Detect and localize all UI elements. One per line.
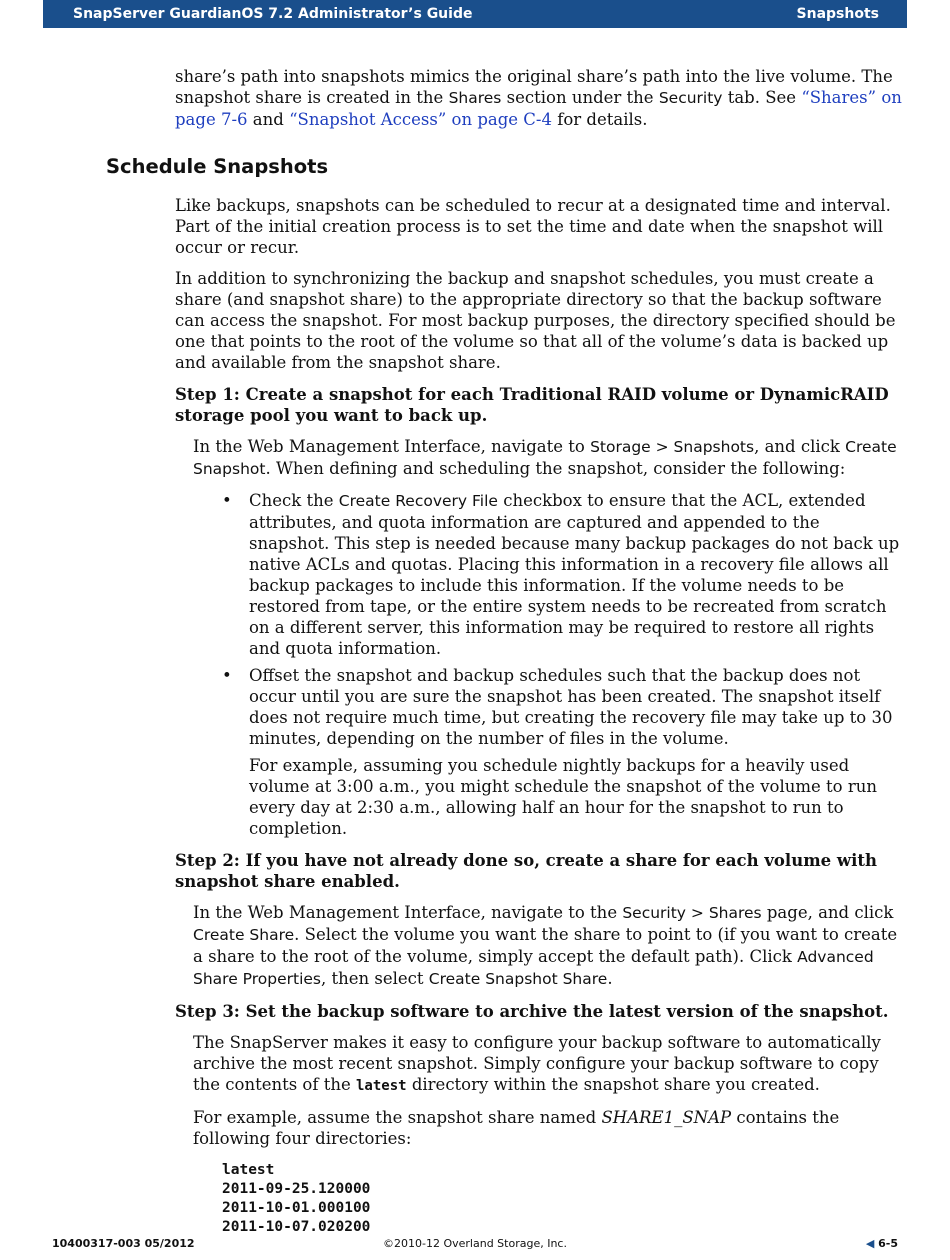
directory-item: 2011-10-07.020200 — [222, 1219, 371, 1235]
bullet-recovery-file: • Check the Create Recovery File checkbox to ensure that the ACL, extended attributes, and quota information are captured and appended to the snapshot. This step is needed because many backup packages do not back up native ACLs and quotas. Placing this information in a recovery file allows all backup packages to include this information. If the volume needs to be restored from tape, or the entire system needs to be recreated from scratch on a different server, this information may be required to restore all rights and quota information. — [222, 491, 900, 658]
page-number: 6-5 — [878, 1237, 898, 1250]
link-snapshot-access[interactable]: “Snapshot Access” on page C-4 — [289, 110, 552, 129]
ui-create-recovery-file: Create Recovery File — [338, 492, 498, 510]
intro-paragraph: share’s path into snapshots mimics the original share’s path into the live volume. The snapshot share is created in the Shares section under the Security tab. See “Shares” on page 7-6 and “Snapshot Access” on page C-4 for details. — [175, 67, 902, 129]
step-3-body: The SnapServer makes it easy to configure your backup software to automatically archive the most recent snapshot. Simply configure your backup software to copy the contents of the latest directory within the snapshot share you created. — [193, 1033, 881, 1094]
step-1-body: In the Web Management Interface, navigate to Storage > Snapshots, and click Create Snapshot. When defining and scheduling the snapshot, consider the following: — [193, 437, 897, 478]
page-header — [43, 0, 907, 28]
bullet-dot: • — [222, 666, 232, 685]
directory-item: latest — [222, 1162, 275, 1178]
ui-security: Security — [658, 89, 723, 107]
page-footer — [0, 1237, 950, 1255]
section-heading: Schedule Snapshots — [106, 155, 329, 178]
code-latest: latest — [356, 1078, 407, 1094]
prev-page-arrow-icon[interactable]: ◀ — [865, 1237, 875, 1250]
link-shares[interactable]: “Shares” on page 7-6 — [175, 88, 902, 129]
step-3-example: For example, assume the snapshot share named SHARE1_SNAP contains the following four directories: — [193, 1108, 840, 1148]
bullet-dot: • — [222, 491, 232, 510]
guide-title: SnapServer GuardianOS 7.2 Administrator’s Guide — [73, 6, 473, 22]
ui-create-snapshot: Create Snapshot — [193, 438, 897, 478]
step-3-heading: Step 3: Set the backup software to archive the latest version of the snapshot. — [175, 1002, 889, 1021]
copyright: ©2010-12 Overland Storage, Inc. — [383, 1237, 567, 1250]
step-2-heading: Step 2: If you have not already done so, create a share for each volume with snapshot share enabled. — [175, 851, 877, 891]
share-name: SHARE1_SNAP — [601, 1108, 732, 1127]
paragraph-like-backups: Like backups, snapshots can be scheduled to recur at a designated time and interval. Part of the initial creation process is to set the time and date when the snapshot will occur or recur. — [175, 196, 891, 257]
directory-listing — [222, 1161, 950, 1237]
page-number-group — [866, 1237, 898, 1250]
chapter-title: Snapshots — [796, 6, 879, 22]
ui-create-share: Create Share — [193, 926, 295, 944]
directory-item: 2011-10-01.000100 — [222, 1200, 371, 1216]
page-content — [0, 66, 950, 1237]
paragraph-synchronizing: In addition to synchronizing the backup and snapshot schedules, you must create a share (and snapshot share) to the appropriate directory so that the backup software can access the snapshot. For most backup purposes, the directory specified should be one that points to the root of the volume so that all of the volume’s data is backed up and available from the snapshot share. — [175, 269, 896, 372]
step-2-body: In the Web Management Interface, navigate to the Security > Shares page, and click Create Share. Select the volume you want the share to point to (if you want to create a share to the root of the volume, simply accept the default path). Click Advanced Share Properties, then select Create Snapshot Share. — [193, 903, 898, 988]
bullet-offset-schedules: • Offset the snapshot and backup schedules such that the backup does not occur until you are sure the snapshot has been created. The snapshot itself does not require much time, but creating the recovery file may take up to 30 minutes, depending on the number of files in the volume. — [222, 666, 893, 748]
directory-item: 2011-09-25.120000 — [222, 1181, 371, 1197]
ui-storage-snapshots: Storage > Snapshots — [590, 438, 755, 456]
bullet-example: For example, assuming you schedule nightly backups for a heavily used volume at 3:00 a.m., you might schedule the snapshot of the volume to run every day at 2:30 a.m., allowing half an hour for the snapshot to run to completion. — [249, 756, 877, 838]
ui-security-shares: Security > Shares — [622, 904, 762, 922]
doc-id: 10400317-003 05/2012 — [52, 1237, 195, 1250]
ui-advanced-share-properties: Advanced Share Properties — [193, 948, 874, 988]
ui-create-snapshot-share: Create Snapshot Share — [428, 970, 608, 988]
step-1-heading: Step 1: Create a snapshot for each Traditional RAID volume or DynamicRAID storage pool you want to back up. — [175, 385, 889, 425]
ui-shares: Shares — [448, 89, 502, 107]
